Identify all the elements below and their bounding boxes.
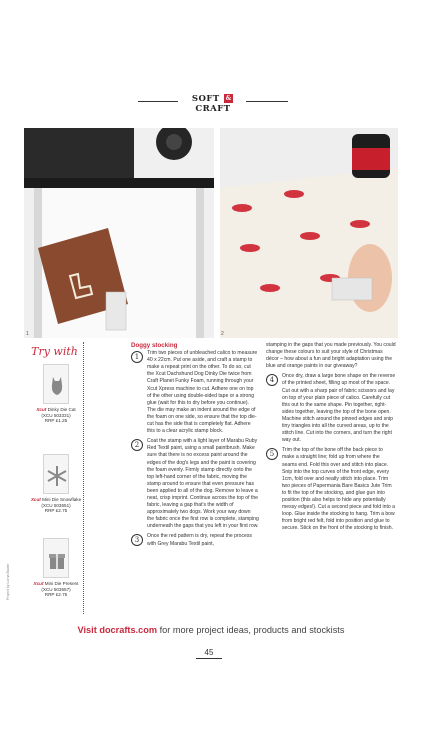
- present-icon: [47, 549, 67, 571]
- article-column-left: [131, 342, 259, 551]
- photo-one-number: 1: [26, 331, 29, 337]
- footer-promo: [0, 625, 422, 635]
- photo-two-number: 2: [221, 331, 224, 337]
- photo-stamped-fabric: [220, 128, 398, 338]
- product-pack: [43, 538, 69, 578]
- product-name: Xcut Dinky Die Cat (XCU 503331) RRP £1.25: [36, 407, 76, 424]
- footer-promo-text: for more project ideas, products and stockists: [157, 625, 345, 635]
- step-3-text: Once the red pattern is dry, repeat the process with Grey Marabu Textil paint,: [147, 533, 252, 547]
- step-4: [266, 373, 396, 444]
- step-number-2: 2: [131, 439, 143, 451]
- product-pack: [43, 364, 69, 404]
- step-3-continued-text: stamping in the gaps that you made previously. You could change these colours to suit your style of Christmas décor – how about a fun and bright adaptation using the blue and orange paints in our giveaway?: [266, 342, 396, 370]
- step-1-text: Trim two pieces of unbleached calico to measure 40 x 22cm. Put one aside, and craft a stamp to make a repeat print on the other. To do so, cut the Xcut Dachshund Dog Dinky Die twice from Craft Planet Funky Foam, running through your Xcut Xpress machine to cut. Adhere one on top of the other using double-sided tape or a strong glue (wait for this to dry before you continue). The die may make an indent around the edge of the foam on one side, so ensure that the top die-cut has the side that is completely flat. Adhere this to a clear acrylic stamp block.: [147, 350, 258, 435]
- product-name: Xcut Mini Die Snowflake (XCU 503651) RRP £2.75: [30, 497, 82, 514]
- brand-logo: [182, 94, 244, 114]
- header-rule-right: [246, 101, 288, 102]
- try-with-sidebar: [26, 342, 84, 614]
- section-header: [0, 94, 422, 114]
- photo-die-cutting-machine: [24, 128, 214, 338]
- brand-mark: &: [225, 95, 232, 102]
- page-number: 45: [196, 648, 222, 659]
- snowflake-icon: [47, 465, 67, 487]
- step-5: [266, 447, 396, 532]
- cat-icon: [47, 375, 67, 397]
- product-mini-die-present: [30, 538, 82, 598]
- brand-left: SOFT: [191, 94, 220, 104]
- product-name: Xcut Mini Die Present (XCU 503657) RRP £2.75: [33, 581, 79, 598]
- article-heading: Doggy stocking: [131, 342, 178, 349]
- step-3: [131, 533, 259, 547]
- product-dinky-die-cat: [30, 364, 82, 424]
- machine-illustration: [24, 128, 214, 338]
- fabric-illustration: [220, 128, 398, 338]
- step-number-4: 4: [266, 374, 278, 386]
- product-pack: [43, 454, 69, 494]
- docrafts-link[interactable]: Visit docrafts.com: [77, 625, 158, 635]
- project-credit: Project by Lorna Baxter: [6, 563, 10, 600]
- header-rule-left: [138, 101, 178, 102]
- step-1: [131, 350, 259, 435]
- product-mini-die-snowflake: [30, 454, 82, 514]
- step-2: [131, 438, 259, 530]
- step-number-5: 5: [266, 448, 278, 460]
- article-column-right: [266, 342, 396, 535]
- step-3-continued: [266, 342, 396, 370]
- step-2-text: Coat the stamp with a light layer of Marabu Ruby Red Textil paint, using a small paintbrush. Make sure that there is no excess paint around the edges of the dog's legs and the paint is covering the foam evenly. Firmly stamp directly onto the top left-hand corner of the fabric, moving the stamp around to ensure that even pressure has been applied to all of the dog. Remove to leave a neat, crisp imprint. Continue across the top of the fabric, leaving a gap that's the width of approximately two dogs. Work your way down the fabric once the first row is complete, stamping underneath the gaps that you left in your first row.: [147, 438, 259, 530]
- step-4-text: Once dry, draw a large bone shape on the reverse of the printed sheet, filling up most of the space. Cut out with a sharp pair of fabric scissors and lay on top of your plain piece of calico. Carefully cut this out to the same shape. Pin together, right-sides together, leaving the top of the bone open. Machine stitch around the pinned edges and snip tiny triangles into all the curved areas, up to the stitch line. Cut into the corners, and turn the right way out.: [282, 373, 396, 444]
- try-with-title: Try with: [31, 345, 78, 358]
- step-number-1: 1: [131, 351, 143, 363]
- brand-right: CRAFT: [195, 104, 231, 114]
- step-number-3: 3: [131, 534, 143, 546]
- step-5-text: Trim the top of the bone off the back piece to make a straight line; fold up from where the seams end. Fold this over and stitch into place. Snip into the top curves of the front edge, every 1cm, fold over and neatly stitch into place. Trim two pieces of Papermania Bare Basics Jute Trim to fit the top of the stocking, and glue gun into position (this also helps to hide any potentially messy edges!). Cut a second piece and fold into a loop. Glue inside the stocking to hang. Trim a bow from bright red felt, fold into position and glue to secure. Stick on the front of the stocking to finish.: [282, 447, 395, 532]
